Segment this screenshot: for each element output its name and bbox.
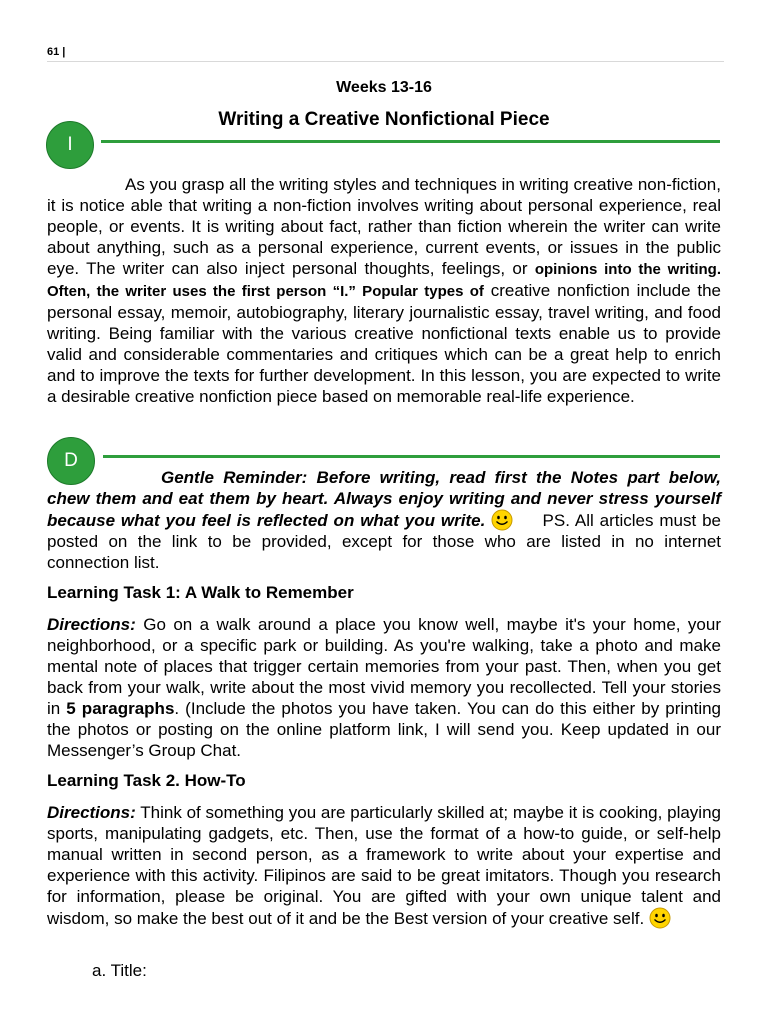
- gentle-reminder: [47, 467, 721, 573]
- intro-text-1: As you grasp all the writing styles and techniques in writing creative non-fiction, it is notice able that writing a non-fiction involves writing about personal experience, real people, or events. It is writing about fact, rather than fiction wherein the writer can write about anything, such as a personal experience, current events, or issues in the public eye. The writer can also inject personal thoughts, feelings, or: [47, 175, 721, 278]
- task1-text-b: . (Include the photos you have taken. You can do this either by printing the photos or posting on the online platform link, I will send you. Keep updated in our Messenger’s Group Chat.: [47, 699, 722, 760]
- smiley-face-icon: [649, 907, 671, 929]
- task2-text: Think of something you are particularly skilled at; maybe it is cooking, playing sports, manipulating gadgets, etc. Then, use the format of a how-to guide, or self-help manual written in second person, as a framework to write about your expertise and experience with this activity. Filipinos are said to be great imitators. Though you research for information, please be original. You are gifted with your own unique talent and wisdom, so make the best out of it and be the Best version of your creative self.: [47, 803, 721, 928]
- page-title: Writing a Creative Nonfictional Piece: [218, 109, 550, 130]
- task1-title: Learning Task 1: A Walk to Remember: [47, 583, 354, 602]
- task2-title: Learning Task 2. How-To: [47, 771, 246, 790]
- section-i-rule: [101, 140, 720, 143]
- list-item-title: a. Title:: [92, 961, 147, 980]
- weeks-heading: Weeks 13-16: [336, 79, 432, 96]
- reminder-ps: PS. All articles must be posted on the link to be provided, except for those who are listed in no internet connection list.: [47, 511, 721, 572]
- task1-text-a: Go on a walk around a place you know well, maybe it's your home, your neighborhood, or a specific park or building. As you're walking, take a photo and make mental note of places that trigger certain memories from your past. Then, when you get back from your walk, write about the most vivid memory you recollected. Tell your stories in: [47, 615, 721, 718]
- reminder-bold-italic: Gentle Reminder: Before writing, read first the Notes part below, chew them and eat them by heart. Always enjoy writing and never stress yourself because what you feel is reflected on what you write.: [47, 468, 721, 530]
- page-number: 61 |: [47, 46, 66, 58]
- intro-paragraph: [47, 174, 721, 407]
- section-i-badge: I: [46, 121, 94, 169]
- task1-text-bold: 5 paragraphs: [66, 699, 175, 718]
- section-d-rule: [103, 455, 720, 458]
- smiley-face-icon: [491, 509, 513, 531]
- task2-directions-label: Directions:: [47, 803, 136, 822]
- task1-directions: [47, 614, 721, 761]
- header-rule: [47, 61, 724, 62]
- intro-text-bold: opinions into the writing. Often, the writer uses the first person “I.” Popular types of: [47, 261, 721, 300]
- intro-text-2: creative nonfiction include the personal essay, memoir, autobiography, literary journalistic essay, travel writing, and food writing. Being familiar with the various creative nonfictional texts enable us to provide valid and considerable commentaries and critiques which can be a great help to enrich and to improve the texts for further development. In this lesson, you are expected to write a desirable creative nonfiction piece based on memorable real-life experience.: [47, 281, 721, 406]
- section-d-badge: D: [47, 437, 95, 485]
- task1-directions-label: Directions:: [47, 615, 136, 634]
- task2-directions: [47, 802, 721, 929]
